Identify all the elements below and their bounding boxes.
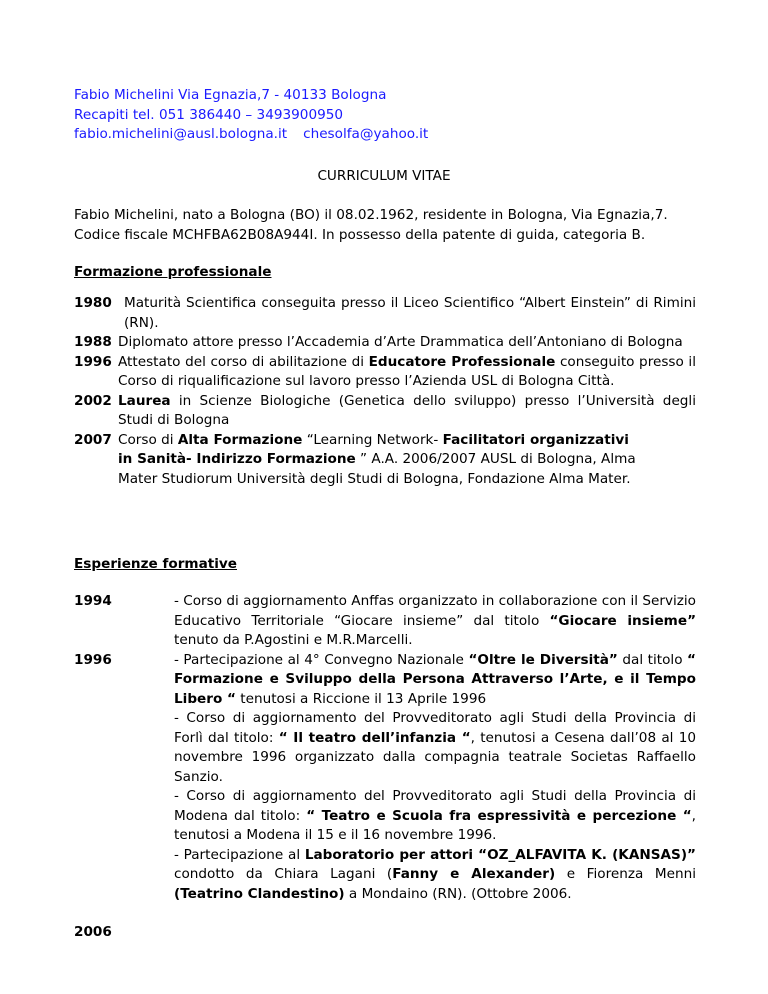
list-item [74,353,696,392]
list-item [74,294,696,333]
email-link-personal[interactable]: chesolfa@yahoo.it [303,126,429,142]
year-label: 1996 [74,651,112,668]
experience-text [174,592,696,943]
year-label: 1980 [74,295,112,311]
item-text: Corso di Alta Formazione “Learning Network- Facilitatori organizzativi in Sanità- Indirizzo Formazione ” A.A. 2006/2007 AUSL di Bologna, Alma Mater Studiorum Università degli Studi di Bologna, Fondazione Alma Mater. [118,431,636,487]
esperienze-list [74,592,696,943]
year-label: 2007 [74,431,112,448]
year-label: 1996 [74,353,112,370]
list-item [74,333,696,353]
section-heading-formazione: Formazione professionale [74,264,272,280]
list-item: - Partecipazione al Laboratorio per attori “OZ_ALFAVITA K. (KANSAS)” condotto da Chiara Lagani (Fanny e Alexander) e Fiorenza Menni (Teatrino Clandestino) a Mondaino (RN). (Ottobre 2006. [174,846,697,902]
intro-paragraph [74,206,696,245]
email-link-work[interactable]: fabio.michelini@ausl.bologna.it [74,126,288,142]
section-heading-esperienze: Esperienze formative [74,556,237,572]
year-label: 2002 [74,392,112,409]
item-text: Attestato del corso di abilitazione di Educatore Professionale conseguito presso il Corso di riqualificazione sul lavoro presso l’Azienda USL di Bologna Città. [118,353,696,389]
contact-block [74,86,428,145]
year-label: 1994 [74,593,112,609]
list-item: - Corso di aggiornamento Anffas organizzato in collaborazione con il Servizio Educativo Territoriale “Giocare insieme” dal titolo “Giocare insieme” tenuto da P.Agostini e M.R.Marcelli. [174,593,697,648]
formazione-list [74,294,696,489]
contact-phone: Recapiti tel. 051 386440 – 3493900950 [74,106,344,123]
intro-line: Codice fiscale MCHFBA62B08A944I. In possesso della patente di guida, categoria B. [74,226,646,243]
item-text: Maturità Scientifica conseguita presso il Liceo Scientifico “Albert Einstein” di Rimini (RN). [124,295,696,331]
experience-block [74,592,696,943]
year-column [74,592,174,943]
list-item [74,431,696,490]
document-title: CURRICULUM VITAE [317,168,451,184]
list-item: - Corso di aggiornamento del Provveditorato agli Studi della Provincia di Forlì dal titolo: “ Il teatro dell’infanzia “, tenutosi a Cesena dall’08 al 10 novembre 1996 organizzato dalla compagnia teatrale Societas Raffaello Sanzio. [174,710,696,785]
item-text: Laurea in Scienze Biologiche (Genetica dello sviluppo) presso l’Università degli Studi di Bologna [118,392,696,428]
intro-line: Fabio Michelini, nato a Bologna (BO) il 08.02.1962, residente in Bologna, Via Egnazia,7. [74,207,668,223]
list-item: - Partecipazione al 4° Convegno Nazionale “Oltre le Diversità” dal titolo “ Formazione e Sviluppo della Persona Attraverso l’Arte, e il Tempo Libero “ tenutosi a Riccione il 13 Aprile 1996 [174,651,696,707]
list-item: - Corso di aggiornamento del Provveditorato agli Studi della Provincia di Modena dal titolo: “ Teatro e Scuola fra espressività e percezione “, tenutosi a Modena il 15 e il 16 novembre 1996. [174,788,696,843]
contact-address: Fabio Michelini Via Egnazia,7 - 40133 Bologna [74,87,387,103]
year-label: 1988 [74,334,112,350]
item-text: Diplomato attore presso l’Accademia d’Arte Drammatica dell’Antoniano di Bologna [118,334,683,350]
list-item [74,392,696,431]
year-label: 2006 [74,924,112,940]
